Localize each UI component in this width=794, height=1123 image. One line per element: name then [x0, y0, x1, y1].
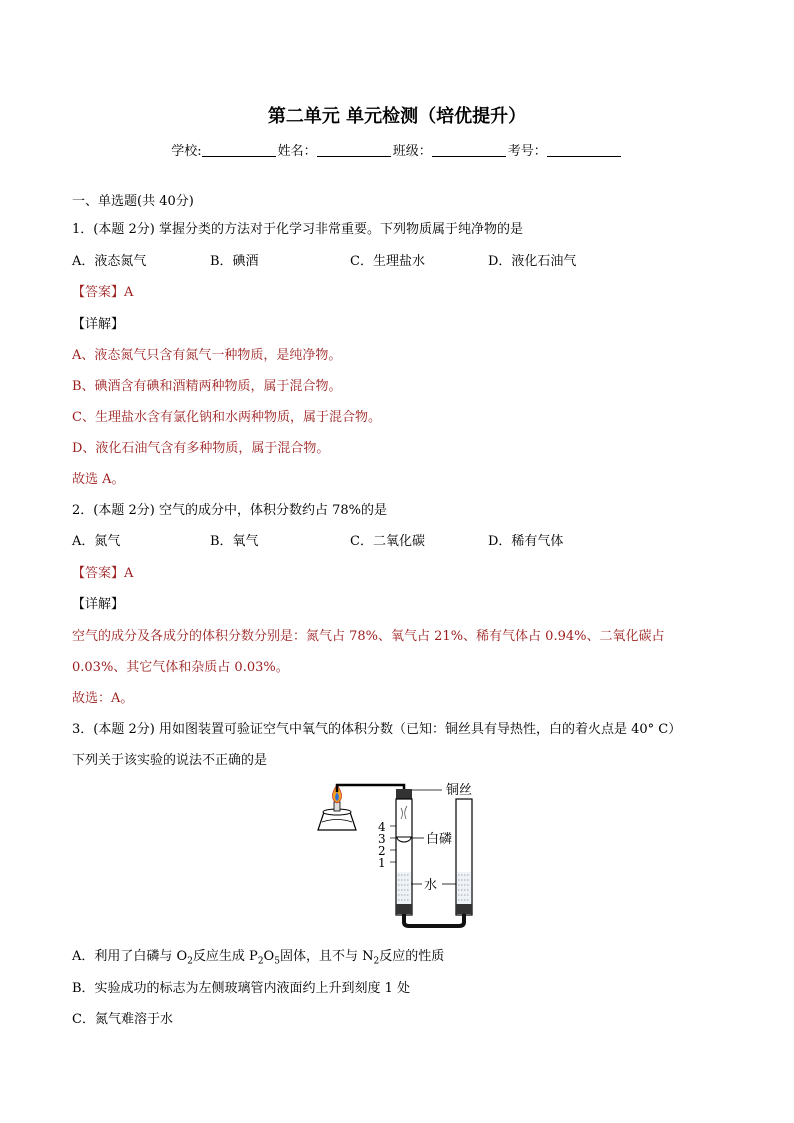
section-heading: 一、单选题(共 40分) — [72, 194, 194, 209]
q1-option-d[interactable]: D．液化石油气 — [488, 254, 577, 269]
scale-mark-4: 4 — [378, 820, 386, 834]
left-tube-stopper — [396, 789, 412, 799]
q2-option-d[interactable]: D．稀有气体 — [488, 534, 564, 549]
q3-stem-line1: 3．(本题 2分) 用如图装置可验证空气中氧气的体积分数（已知：铜丝具有导热性，白的着火点是 40° C） — [72, 722, 682, 737]
name-label: 姓名： — [277, 144, 317, 159]
q1-options — [72, 250, 576, 269]
q1-explanation-a: A、液态氮气只含有氮气一种物质，是纯净物。 — [72, 348, 342, 363]
student-info-line — [0, 140, 794, 159]
scale-mark-2: 2 — [378, 844, 386, 858]
q2-options — [72, 530, 563, 549]
q2-option-b[interactable]: B．氧气 — [210, 534, 259, 549]
experiment-apparatus-figure — [310, 772, 500, 932]
water-label: 水 — [424, 878, 438, 893]
q2-detail-label: 【详解】 — [72, 597, 125, 612]
q1-explanation-c: C、生理盐水含有氯化钠和水两种物质，属于混合物。 — [72, 410, 381, 425]
q1-answer: 【答案】A — [72, 285, 134, 300]
q3-option-b[interactable]: B．实验成功的标志为左侧玻璃管内液面约上升到刻度 1 处 — [72, 981, 411, 996]
q1-option-a[interactable]: A．液态氮气 — [72, 254, 147, 269]
q1-detail-label: 【详解】 — [72, 317, 125, 332]
white-phosphorus-label: 白磷 — [426, 832, 453, 847]
rubber-connecting-tube — [404, 914, 464, 926]
scale-mark-1: 1 — [378, 856, 386, 870]
q1-conclusion: 故选 A。 — [72, 472, 125, 487]
school-blank[interactable] — [202, 144, 276, 157]
q2-option-a[interactable]: A．氮气 — [72, 534, 121, 549]
q2-explanation-line2: 0.03%、其它气体和杂质占 0.03%。 — [72, 660, 289, 675]
scale-mark-3: 3 — [378, 832, 386, 846]
exam-no-blank[interactable] — [547, 144, 621, 157]
q2-option-c[interactable]: C．二氧化碳 — [350, 534, 425, 549]
q1-explanation-d: D、液化石油气含有多种物质，属于混合物。 — [72, 441, 330, 456]
school-label: 学校: — [171, 144, 202, 159]
page-title: 第二单元 单元检测（培优提升） — [267, 106, 527, 127]
q2-answer: 【答案】A — [72, 566, 134, 581]
exam-no-label: 考号： — [507, 144, 547, 159]
name-blank[interactable] — [317, 144, 391, 157]
q1-stem: 1．(本题 2分) 掌握分类的方法对于化学习非常重要。下列物质属于纯净物的是 — [72, 222, 523, 237]
q2-conclusion: 故选：A。 — [72, 691, 134, 706]
class-blank[interactable] — [432, 144, 506, 157]
class-label: 班级： — [392, 144, 432, 159]
q3-option-a[interactable]: A．利用了白磷与 $O_2$反应生成 $P_2O_5$固体，且不与 $N_2$反应的性质 — [72, 949, 445, 967]
q2-explanation-line1: 空气的成分及各成分的体积分数分别是：氮气占 78%、氧气占 21%、稀有气体占 0.94%、二氧化碳占 — [72, 629, 665, 644]
copper-wire-label: 铜丝 — [446, 783, 473, 798]
q3-stem-line2: 下列关于该实验的说法不正确的是 — [72, 753, 268, 768]
q2-stem: 2．(本题 2分) 空气的成分中，体积分数约占 78%的是 — [72, 503, 387, 518]
q1-option-c[interactable]: C．生理盐水 — [350, 254, 425, 269]
q1-option-b[interactable]: B．碘酒 — [210, 254, 259, 269]
q1-explanation-b: B、碘酒含有碘和酒精两种物质，属于混合物。 — [72, 379, 342, 394]
q3-option-c[interactable]: C．氮气难溶于水 — [72, 1012, 173, 1027]
